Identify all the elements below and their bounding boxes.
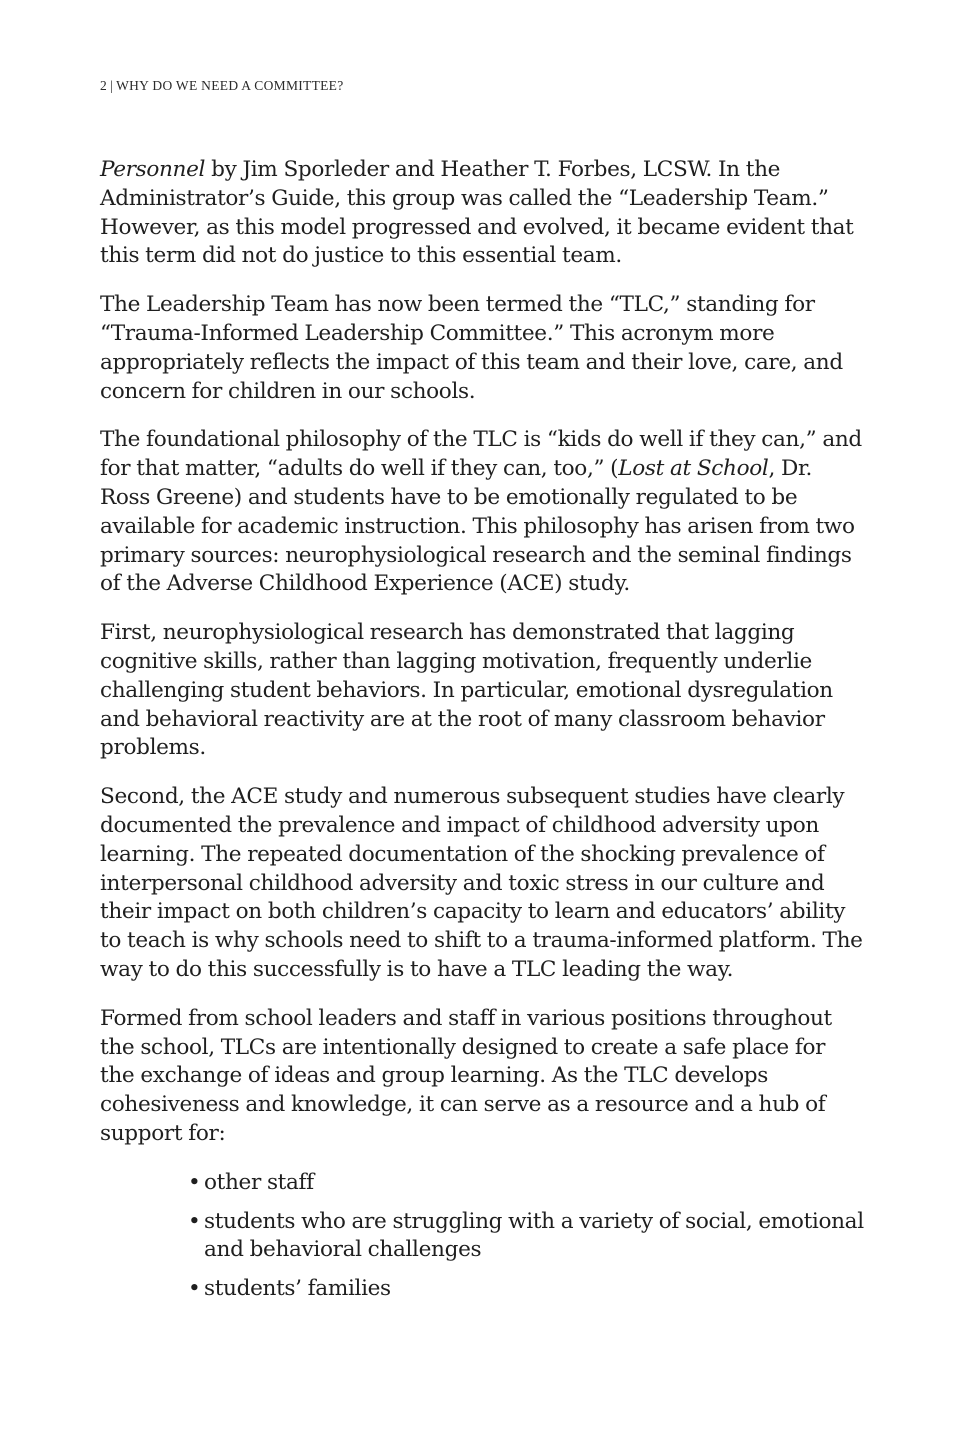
paragraph-text: Formed from school leaders and staff in various positions throughout the school, TLCs are intentionally designed to create a safe place for the exchange of ideas and group learning. As the TLC develops cohesiveness and knowledge, it can serve as a resource and a hub of support for:	[100, 1005, 832, 1146]
paragraph-tlc-formation	[100, 1005, 865, 1149]
paragraph-neurophysiology	[100, 619, 865, 763]
list-item-text: students who are struggling with a variety of social, emotional and behavioral challenges	[204, 1208, 864, 1263]
bullet-icon: •	[188, 1208, 201, 1234]
paragraph-text: , Dr. Ross Greene) and students have to be emotionally regulated to be available for academic instruction. This philosophy has arisen from two primary sources: neurophysiological research and the seminal findings of the Adverse Childhood Experience (ACE) study.	[100, 456, 855, 597]
paragraph-tlc-definition	[100, 291, 865, 406]
bullet-icon: •	[188, 1276, 201, 1302]
page-number: 2	[100, 78, 108, 93]
paragraph-text: The Leadership Team has now been termed the “TLC,” standing for “Trauma-Informed Leadership Committee.” This acronym more appropriately reflects the impact of this team and their love, care, and concern for children in our schools.	[100, 292, 843, 404]
body-text	[100, 156, 865, 1314]
paragraph-text: by Jim Sporleder and Heather T. Forbes, LCSW. In the Administrator’s Guide, this group was called the “Leadership Team.” However, as this model progressed and evolved, it became evident that this term did not do justice to this essential team.	[100, 157, 854, 269]
list-item	[186, 1169, 865, 1198]
header-separator: |	[110, 78, 114, 93]
bullet-icon: •	[188, 1169, 201, 1195]
list-item	[186, 1275, 865, 1304]
italic-book-title: Personnel	[100, 157, 206, 182]
paragraph-continuation	[100, 156, 865, 271]
paragraph-philosophy	[100, 426, 865, 599]
paragraph-text: First, neurophysiological research has demonstrated that lagging cognitive skills, rather than lagging motivation, frequently underlie challenging student behaviors. In particular, emotional dysregulation and behavioral reactivity are at the root of many classroom behavior problems.	[100, 620, 833, 761]
section-title: WHY DO WE NEED A COMMITTEE?	[116, 78, 344, 93]
support-list	[100, 1169, 865, 1304]
paragraph-text: Second, the ACE study and numerous subsequent studies have clearly documented the prevalence and impact of childhood adversity upon learning. The repeated documentation of the shocking prevalence of interpersonal childhood adversity and toxic stress in our culture and their impact on both children’s capacity to learn and educators’ ability to teach is why schools need to shift to a trauma-informed platform. The way to do this successfully is to have a TLC leading the way.	[100, 784, 863, 982]
list-item	[186, 1208, 865, 1266]
running-header	[100, 78, 344, 94]
paragraph-text: The foundational philosophy of the TLC is “kids do well if they can,” and for that matter, “adults do well if they can, too,” (	[100, 427, 862, 482]
italic-book-title: Lost at School	[618, 456, 769, 482]
list-item-text: students’ families	[204, 1276, 391, 1302]
paragraph-ace-study	[100, 783, 865, 985]
list-item-text: other staff	[204, 1169, 314, 1195]
